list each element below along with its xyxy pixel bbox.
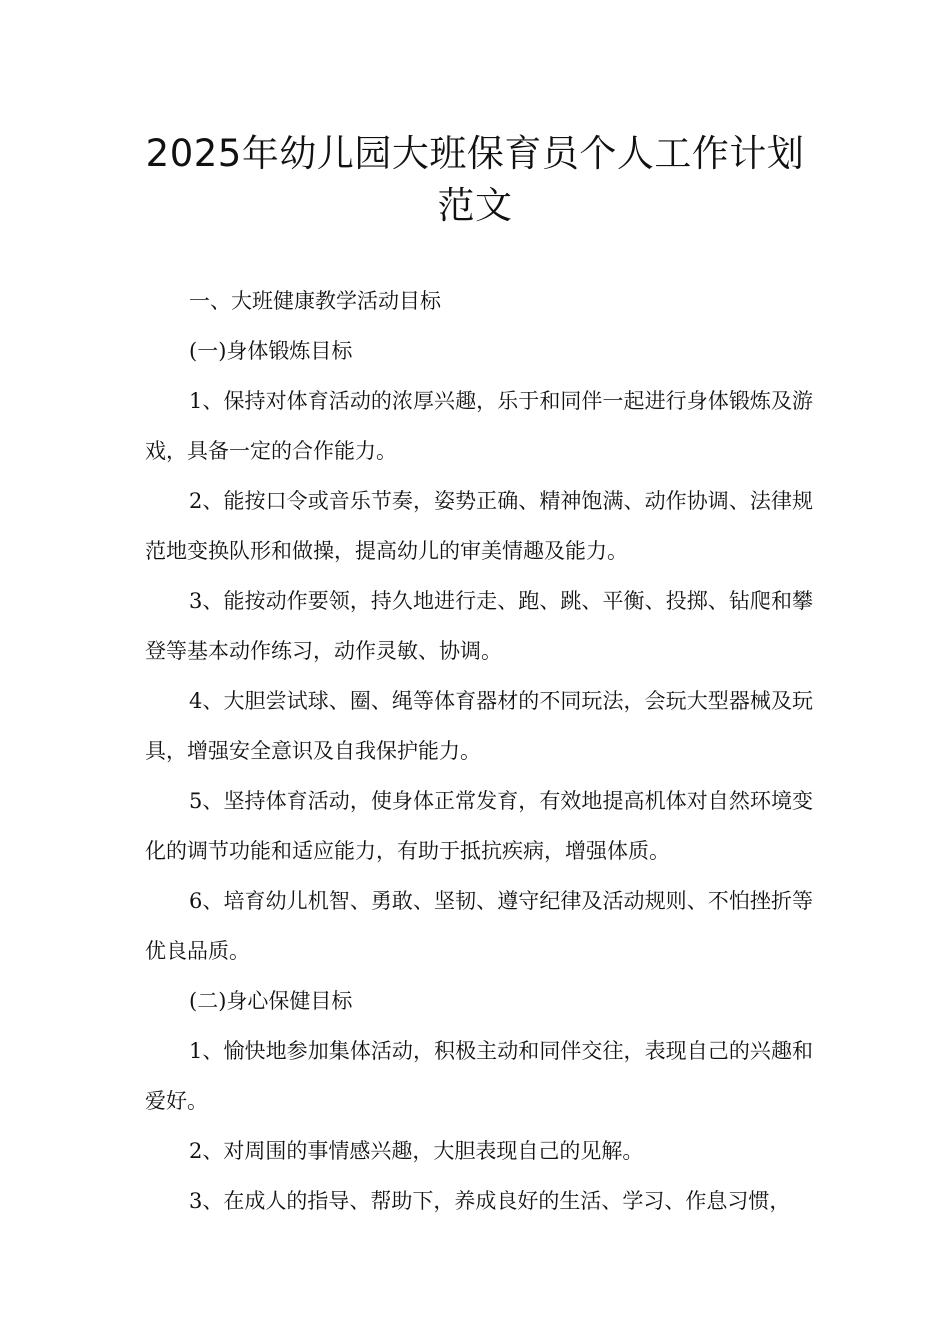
paragraph: 2、对周围的事情感兴趣，大胆表现自己的见解。 [189,1139,644,1163]
document-title [100,128,850,232]
subsection-heading-health: (二)身心保健目标 [189,989,353,1013]
paragraph: 2、能按口令或音乐节奏，姿势正确、精神饱满、动作协调、法律规范地变换队形和做操，提高幼儿的审美情趣及能力。 [145,489,813,563]
title-line-2: 范文 [437,184,513,227]
paragraph: 1、保持对体育活动的浓厚兴趣，乐于和同伴一起进行身体锻炼及游戏，具备一定的合作能力。 [145,389,813,463]
paragraph: 4、大胆尝试球、圈、绳等体育器材的不同玩法，会玩大型器械及玩具，增强安全意识及自我保护能力。 [145,689,813,763]
document-body [145,276,813,1226]
paragraph: 3、在成人的指导、帮助下，养成良好的生活、学习、作息习惯， [189,1189,791,1213]
paragraph: 5、坚持体育活动，使身体正常发育，有效地提高机体对自然环境变化的调节功能和适应能力，有助于抵抗疾病，增强体质。 [145,789,813,863]
section-heading: 一、大班健康教学活动目标 [189,289,441,313]
subsection-heading-physical: (一)身体锻炼目标 [189,339,353,363]
paragraph: 6、培育幼儿机智、勇敢、坚韧、遵守纪律及活动规则、不怕挫折等优良品质。 [145,889,813,963]
title-line-1: 2025年幼儿园大班保育员个人工作计划 [145,132,805,175]
paragraph: 1、愉快地参加集体活动，积极主动和同伴交往，表现自己的兴趣和爱好。 [145,1039,813,1113]
paragraph: 3、能按动作要领，持久地进行走、跑、跳、平衡、投掷、钻爬和攀登等基本动作练习，动作灵敏、协调。 [145,589,813,663]
